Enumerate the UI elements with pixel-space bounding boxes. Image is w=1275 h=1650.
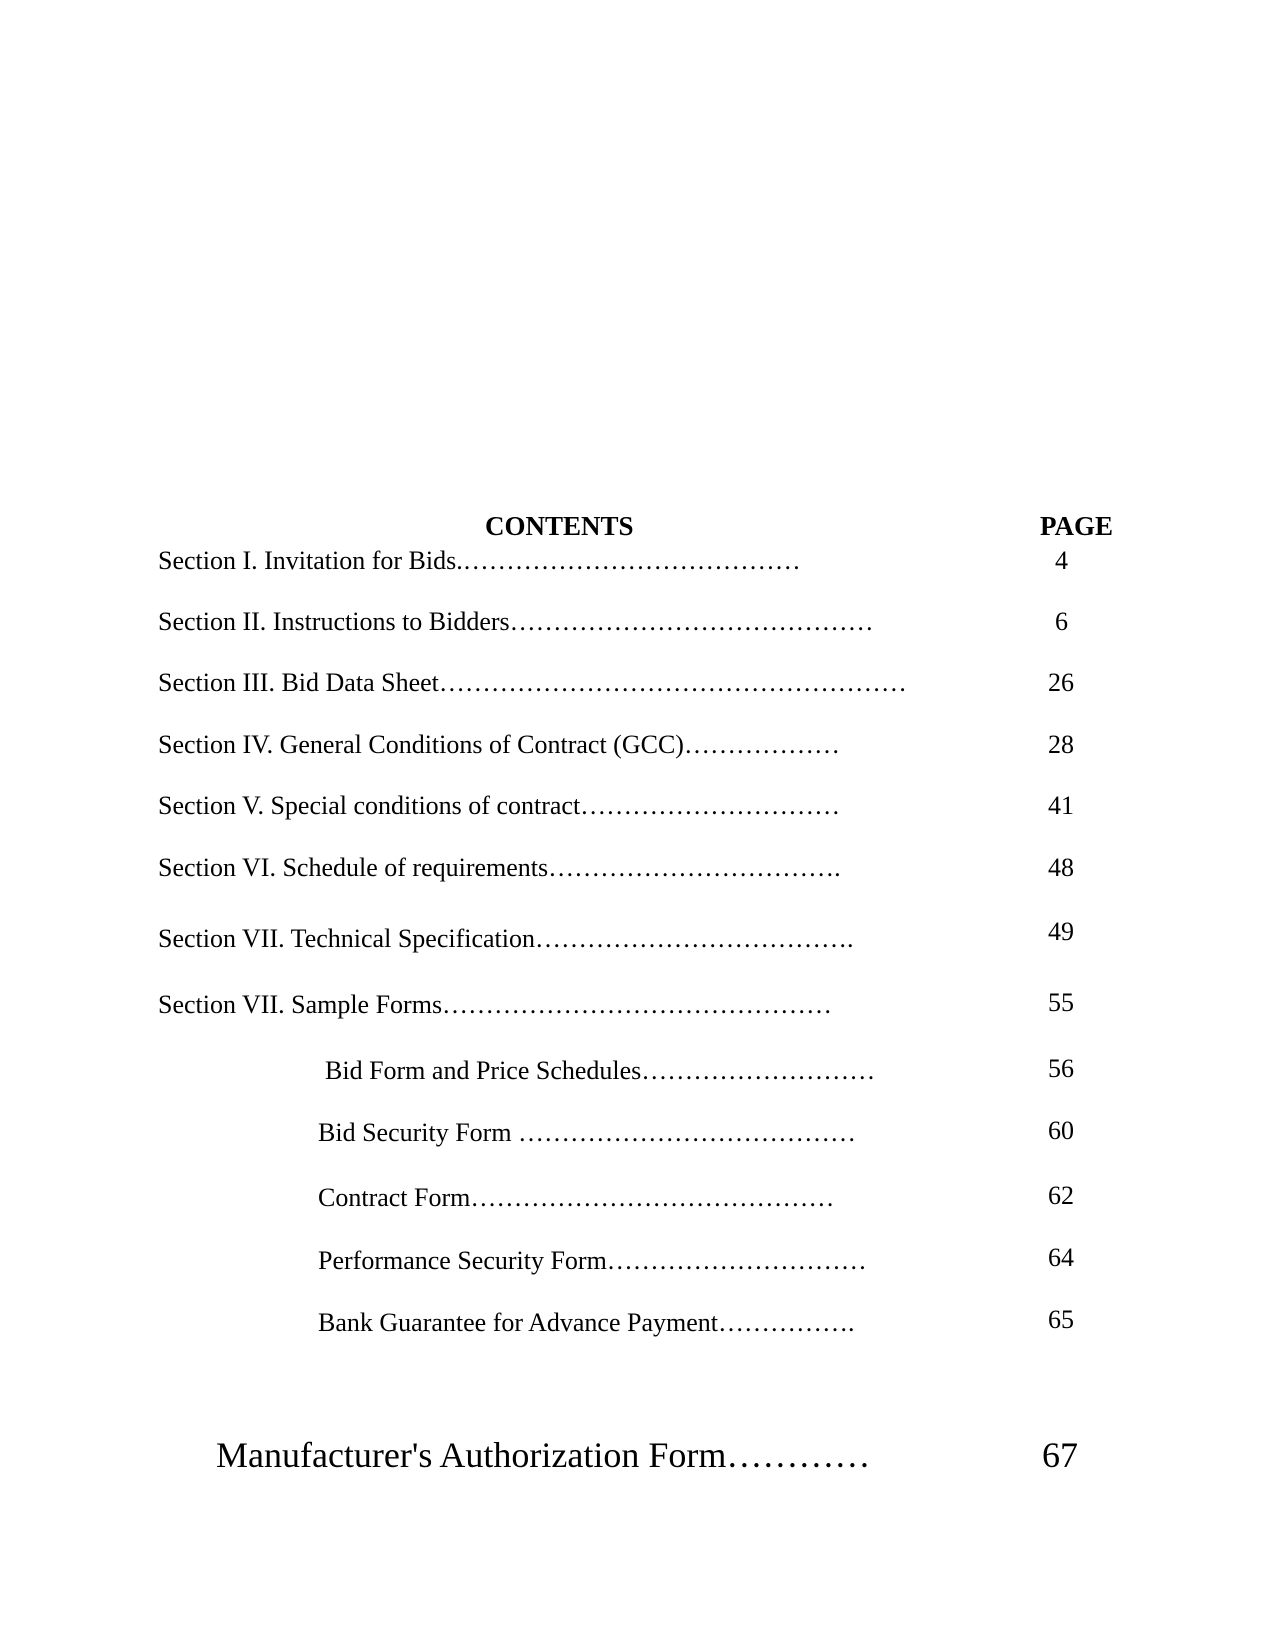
toc-entry-sample-forms xyxy=(158,988,1108,1022)
toc-entry-page: 41 xyxy=(1048,791,1074,820)
toc-entry-section-1 xyxy=(158,544,1108,578)
toc-entry-section-7 xyxy=(158,917,1108,956)
contents-heading: CONTENTS xyxy=(485,511,634,541)
toc-entry-page: 6 xyxy=(1055,607,1068,636)
toc-entry-section-3 xyxy=(158,666,1108,700)
toc-entry-title: Section VII. Sample Forms……………………………………… xyxy=(158,990,833,1019)
page-column-heading: PAGE xyxy=(1040,511,1113,541)
toc-entry-page: 28 xyxy=(1048,730,1074,759)
toc-entry-section-6 xyxy=(158,851,1108,885)
toc-entry-section-5 xyxy=(158,789,1108,823)
toc-subentry-bid-security xyxy=(318,1116,1118,1150)
toc-entry-manufacturer-authorization xyxy=(216,1432,1116,1478)
toc-entry-page: 56 xyxy=(1048,1054,1074,1083)
toc-entry-page: 26 xyxy=(1048,668,1074,697)
toc-entry-section-4 xyxy=(158,728,1108,762)
toc-entry-page: 65 xyxy=(1048,1305,1074,1334)
toc-subentry-contract-form xyxy=(318,1181,1118,1215)
toc-entry-title: Section III. Bid Data Sheet……………………………………………… xyxy=(158,668,907,697)
toc-entry-page: 49 xyxy=(1048,917,1074,946)
toc-subentry-bid-form xyxy=(325,1054,1125,1088)
toc-entry-page: 60 xyxy=(1048,1116,1074,1145)
toc-entry-title: Section IV. General Conditions of Contract (GCC)……………… xyxy=(158,730,840,759)
toc-entry-title: Section II. Instructions to Bidders…………………………………… xyxy=(158,607,874,636)
toc-entry-page: 64 xyxy=(1048,1243,1074,1272)
toc-entry-page: 67 xyxy=(1042,1435,1078,1475)
toc-subentry-performance-security xyxy=(318,1244,1118,1278)
toc-entry-page: 62 xyxy=(1048,1181,1074,1210)
toc-entry-title: Bid Security Form ………………………………… xyxy=(318,1118,857,1147)
toc-entry-page: 55 xyxy=(1048,988,1074,1017)
toc-entry-title: Manufacturer's Authorization Form………… xyxy=(216,1435,871,1475)
toc-entry-page: 48 xyxy=(1048,853,1074,882)
toc-entry-page: 4 xyxy=(1055,546,1068,575)
toc-entry-title: Bid Form and Price Schedules……………………… xyxy=(325,1056,876,1085)
toc-subentry-bank-guarantee xyxy=(318,1306,1118,1340)
toc-entry-title: Section I. Invitation for Bids.………………………………… xyxy=(158,546,801,575)
toc-entry-title: Section V. Special conditions of contract………………………… xyxy=(158,791,841,820)
toc-entry-title: Bank Guarantee for Advance Payment……………. xyxy=(318,1308,855,1337)
toc-entry-title: Section VI. Schedule of requirements……………………………. xyxy=(158,853,841,882)
toc-entry-title: Section VII. Technical Specification………………………………. xyxy=(158,924,854,953)
toc-entry-section-2 xyxy=(158,605,1108,639)
toc-entry-title: Contract Form…………………………………… xyxy=(318,1183,835,1212)
toc-entry-title: Performance Security Form………………………… xyxy=(318,1246,867,1275)
